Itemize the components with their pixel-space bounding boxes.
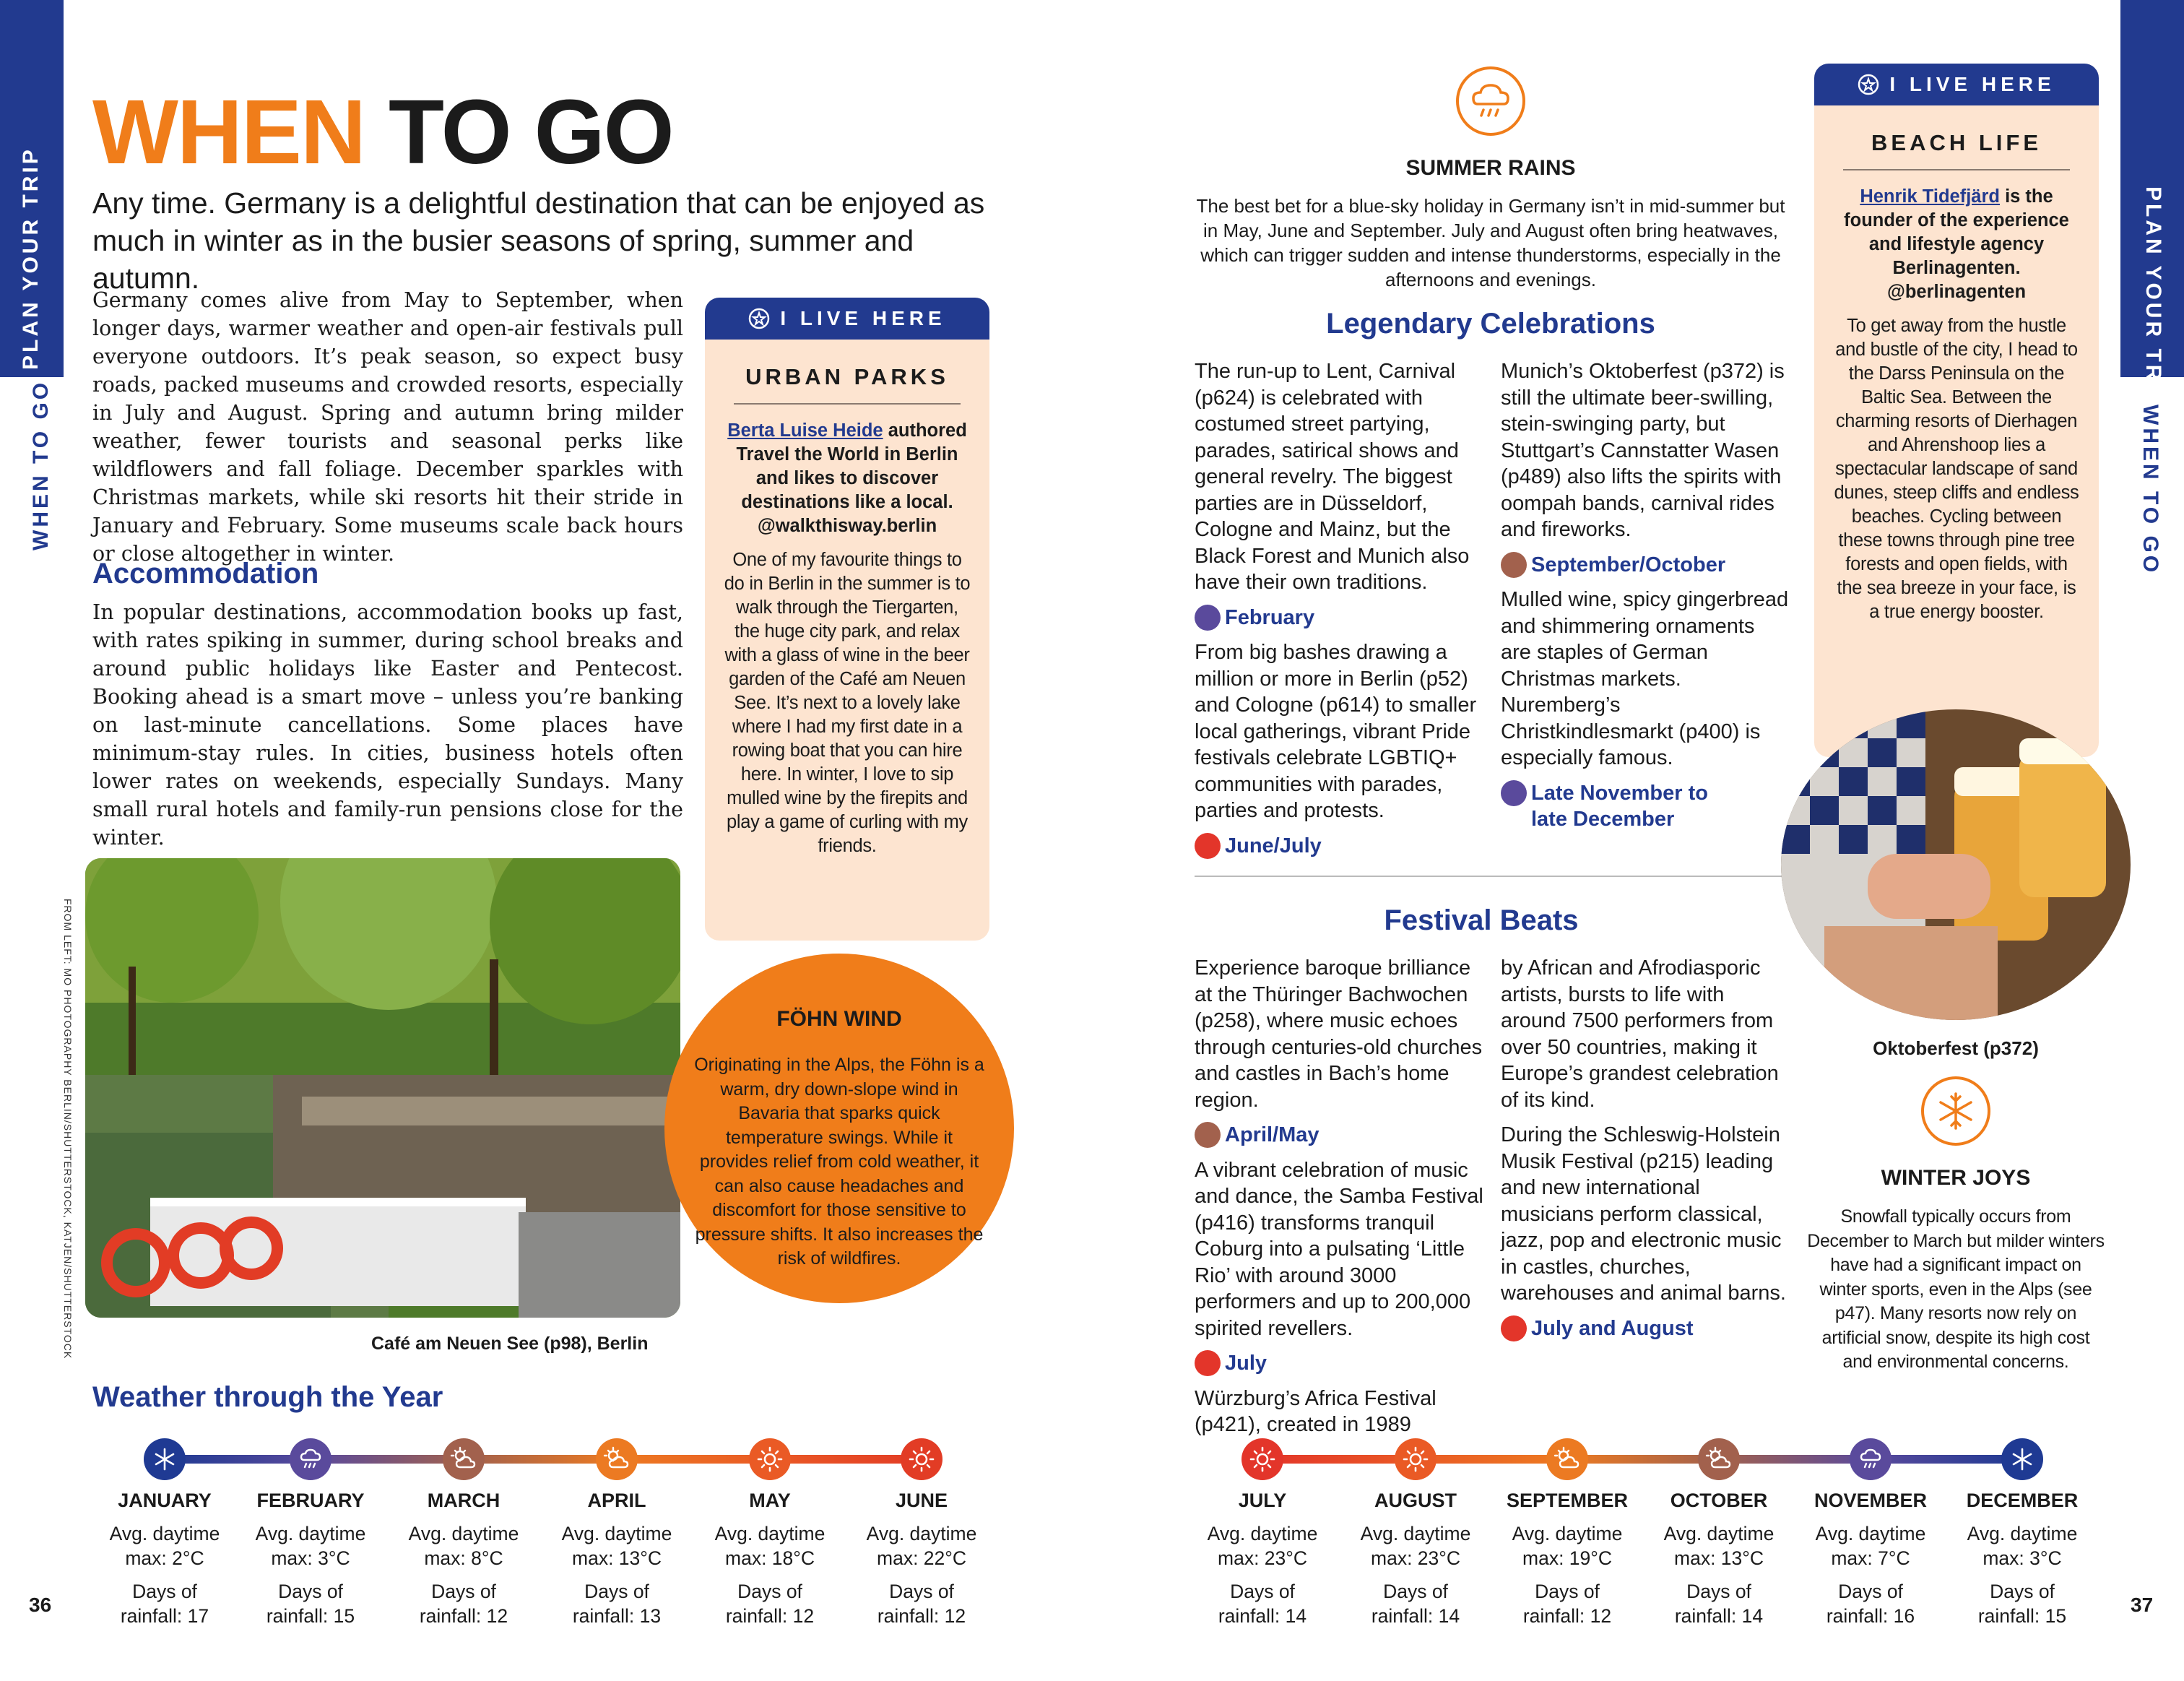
sun-cloud-icon — [1501, 552, 1527, 578]
rain-value: rainfall: 16 — [1826, 1605, 1915, 1627]
rain-label: Days of — [132, 1581, 197, 1602]
left-tab-label: PLAN YOUR TRIP — [19, 147, 43, 370]
rain-label: Days of — [889, 1581, 954, 1602]
accommodation-text: In popular destinations, accommodation books up fast, with rates spiking in summer, during school breaks and around public holidays like Easter and Pentecost. Booking ahead is a smart move – unless you’re banking on last-minute cancellations. Some places have minimum-stay rules. In cities, business hotels often lower rates on weekends, especially Sundays. Many small rural hotels and family-run pensions close for the winter. — [92, 600, 683, 850]
beach-life-subtitle: BEACH LIFE — [1843, 130, 2070, 170]
snowflake-icon — [1921, 1076, 1990, 1146]
month-name: APRIL — [587, 1490, 646, 1511]
month-name: JANUARY — [118, 1490, 212, 1511]
month-name: OCTOBER — [1670, 1490, 1768, 1511]
summer-rains-title: SUMMER RAINS — [1405, 156, 1576, 180]
month-temperature — [231, 1521, 390, 1570]
lead-paragraph: Any time. Germany is a delightful destination that can be enjoyed as much in winter as in the busier seasons of spring, summer and autumn. — [92, 186, 985, 295]
february-tag — [1195, 605, 1314, 631]
month-name: SEPTEMBER — [1506, 1490, 1629, 1511]
july-august-tag-label: July and August — [1531, 1316, 1694, 1340]
samba-paragraph: A vibrant celebration of music and dance, the Samba Festival (p416) transforms tranquil Coburg into a pulsating ‘Little Rio’ with around 3000 performers and up to 200,000 spirited revellers. — [1195, 1158, 1483, 1340]
month-rainfall — [1183, 1579, 1342, 1628]
temp-value: max: 7°C — [1831, 1547, 1910, 1569]
june-july-tag — [1195, 833, 1322, 860]
title-when: WHEN — [92, 81, 365, 183]
right-tab-label: PLAN YOUR TRIP — [2141, 186, 2165, 410]
temp-label: Avg. daytime — [255, 1523, 366, 1544]
november-december-tag-label: Late November to late December — [1531, 781, 1708, 831]
april-may-tag-label: April/May — [1225, 1123, 1320, 1146]
festival-beats-heading: Festival Beats — [1384, 904, 1579, 936]
month-rainfall — [231, 1579, 390, 1628]
sun-icon — [1395, 1438, 1436, 1480]
temp-label: Avg. daytime — [561, 1523, 672, 1544]
temp-label: Avg. daytime — [1360, 1523, 1471, 1544]
carnival-paragraph: The run-up to Lent, Carnival (p624) is celebrated with costumed street partying, parades, satirical shows and general revelry. The biggest parties are in Düsseldorf, Cologne and Mainz, but the Black Forest and Munich also have their own traditions. — [1195, 360, 1470, 594]
urban-parks-header — [705, 298, 989, 340]
africa-festival-paragraph: Würzburg’s Africa Festival (p421), created in 1989 — [1195, 1386, 1436, 1436]
sun-cloud-icon — [596, 1438, 638, 1480]
month-rainfall — [85, 1579, 244, 1628]
beach-life-author-link[interactable]: Henrik Tidefjärd — [1860, 186, 2000, 207]
beach-life-box — [1814, 64, 2099, 757]
sun-icon — [1242, 1438, 1283, 1480]
sun-icon — [749, 1438, 791, 1480]
festival-col2 — [1501, 955, 1790, 1350]
february-tag-label: February — [1225, 605, 1315, 629]
temp-label: Avg. daytime — [408, 1523, 519, 1544]
month-temperature — [1943, 1521, 2102, 1570]
april-may-tag — [1195, 1122, 1320, 1149]
month-temperature — [1488, 1521, 1647, 1570]
temp-value: max: 13°C — [1674, 1547, 1764, 1569]
november-december-tag — [1501, 780, 1719, 833]
snowflake-icon — [144, 1438, 186, 1480]
urban-parks-text: One of my favourite things to do in Berlin in the summer is to walk through the Tiergarten, the huge city park, and relax with a glass of wine in the beer garden of the Café am Neuen See. It’s next to a lovely lake where I had my first date in a rowing boat that you can hire here. In winter, I love to sip mulled wine by the firepits and play a game of curling with my friends. — [724, 550, 971, 856]
september-october-tag — [1501, 552, 1725, 579]
schleswig-holstein-paragraph: During the Schleswig-Holstein Musik Festival (p215) leading and new international musicians perform classical, jazz, pop and electronic music in castles, churches, warehouses and animal barns. — [1501, 1123, 1786, 1305]
month-name: AUGUST — [1374, 1490, 1457, 1511]
temp-value: max: 8°C — [424, 1547, 503, 1569]
month-rainfall — [384, 1579, 543, 1628]
rain-value: rainfall: 14 — [1371, 1605, 1460, 1627]
intro-paragraph: Germany comes alive from May to September, when longer days, warmer weather and open-air festivals pull everyone outdoors. It’s peak season, so expect busy roads, packed museums and crowded resorts, especially in July and August. Spring and autumn bring milder weather, fewer tourists and seasonal perks like wildflowers and fall foliage. December sparkles with Christmas markets, while ski resorts hit their stride in January and February. Some museums scale back hours or close altogether in winter. — [92, 288, 683, 566]
pride-paragraph: From big bashes drawing a million or more in Berlin (p52) and Cologne (p614) to smaller local gatherings, vibrant Pride festivals celebrate LGBTIQ+ communities with parades, parties and protests. — [1195, 641, 1477, 822]
fohn-wind-circle — [664, 954, 1014, 1303]
oktoberfest-photo-illustration — [1781, 709, 2131, 1020]
snowflake-icon — [2001, 1438, 2043, 1480]
cloud-rain-icon — [1456, 66, 1525, 136]
temp-label: Avg. daytime — [866, 1523, 977, 1544]
month-name: JUNE — [895, 1490, 948, 1511]
month-temperature — [1183, 1521, 1342, 1570]
temp-value: max: 3°C — [1982, 1547, 2062, 1569]
urban-parks-header-label: I LIVE HERE — [780, 307, 946, 329]
sun-cloud-icon — [1546, 1438, 1588, 1480]
rain-value: rainfall: 15 — [266, 1605, 355, 1627]
right-section-label: WHEN TO GO — [2138, 405, 2162, 576]
rain-label: Days of — [1535, 1581, 1600, 1602]
month-name: DECEMBER — [1966, 1490, 2079, 1511]
winter-joys-title: WINTER JOYS — [1881, 1166, 2031, 1190]
temp-label: Avg. daytime — [1663, 1523, 1774, 1544]
month-name: MAY — [749, 1490, 791, 1511]
sun-cloud-icon — [1698, 1438, 1740, 1480]
temp-label: Avg. daytime — [1207, 1523, 1318, 1544]
temp-label: Avg. daytime — [1512, 1523, 1623, 1544]
summer-rains-text: The best bet for a blue-sky holiday in Germany isn’t in mid-summer but in May, June and September. July and August often bring heatwaves, which can trigger sudden and intense thunderstorms, especially in the afternoons and evenings. — [1196, 195, 1785, 290]
sun-icon — [901, 1438, 942, 1480]
fohn-wind-title: FÖHN WIND — [776, 1007, 902, 1031]
month-name: JULY — [1238, 1490, 1287, 1511]
accommodation-heading: Accommodation — [92, 558, 319, 589]
urban-parks-box — [705, 298, 989, 941]
section-divider — [1195, 876, 1823, 877]
sun-icon — [1195, 833, 1221, 859]
weather-heading: Weather through the Year — [92, 1381, 443, 1413]
rain-value: rainfall: 14 — [1674, 1605, 1764, 1627]
urban-parks-bio-text: authored Travel the World in Berlin and likes to discover destinations like a local. @walkthisway.berlin — [736, 420, 967, 536]
month-rainfall — [1791, 1579, 1950, 1628]
urban-parks-bio — [725, 419, 969, 538]
christmas-paragraph: Mulled wine, spicy gingerbread and shimmering ornaments are staples of German Christmas markets. Nuremberg’s Christkindlesmarkt (p400) is especially famous. — [1501, 588, 1789, 769]
temp-value: max: 3°C — [271, 1547, 350, 1569]
july-tag — [1195, 1350, 1267, 1377]
fohn-wind-text: Originating in the Alps, the Föhn is a warm, dry down-slope wind in Bavaria that sparks quick temperature swings. While it provides relief from cold weather, it can also cause headaches and discomfort for those sensitive to pressure shifts. It also increases the risk of wildfires. — [694, 1055, 984, 1269]
rain-label: Days of — [1230, 1581, 1295, 1602]
temp-value: max: 23°C — [1218, 1547, 1307, 1569]
oktoberfest-paragraph: Munich’s Oktoberfest (p372) is still the ultimate beer-swilling, stein-swinging party, but Stuttgart’s Cannstatter Wasen (p489) also lifts the spirits with oompah bands, carnival rides and fireworks. — [1501, 360, 1785, 541]
oktoberfest-caption: Oktoberfest (p372) — [1873, 1037, 2039, 1059]
page-title — [92, 81, 673, 183]
page-number-left: 36 — [29, 1594, 52, 1616]
celebrations-heading: Legendary Celebrations — [1326, 308, 1655, 340]
july-august-tag — [1501, 1315, 1694, 1342]
urban-parks-subtitle: URBAN PARKS — [734, 364, 961, 405]
rain-label: Days of — [737, 1581, 802, 1602]
rain-value: rainfall: 13 — [572, 1605, 662, 1627]
festival-col1 — [1195, 955, 1483, 1447]
temp-value: max: 19°C — [1522, 1547, 1612, 1569]
bachwochen-paragraph: Experience baroque brilliance at the Thüringer Bachwochen (p258), where music echoes through centuries-old churches and castles in Bach’s home region. — [1195, 956, 1483, 1112]
winter-joys-text: Snowfall typically occurs from December to March but milder winters have had a significant impact on winter sports, even in the Alps (see p47). Many resorts now rely on artificial snow, despite its high cost and environmental concerns. — [1807, 1206, 2105, 1372]
rain-label: Days of — [1383, 1581, 1448, 1602]
weather-timeline-left — [165, 1455, 922, 1464]
month-rainfall — [1639, 1579, 1798, 1628]
month-rainfall — [1943, 1579, 2102, 1628]
page-number-right: 37 — [2131, 1594, 2154, 1616]
celebrations-col2 — [1501, 358, 1790, 842]
temp-label: Avg. daytime — [714, 1523, 826, 1544]
weather-timeline-right — [1262, 1455, 2022, 1464]
month-name: FEBRUARY — [256, 1490, 365, 1511]
sun-icon — [1501, 1315, 1527, 1341]
location-pin-icon — [1858, 74, 1879, 95]
temp-label: Avg. daytime — [1815, 1523, 1926, 1544]
beach-life-text: To get away from the hustle and bustle of the city, I head to the Darss Peninsula on the Baltic Sea. Between the charming resorts of Dierhagen and Ahrenshoop lies a spectacular landscape of sand dunes, steep cliffs and endless beaches. Cycling between these towns through pine tree forests and open fields, with the sea breeze in your face, is a true energy booster. — [1834, 316, 2079, 622]
rain-value: rainfall: 15 — [1977, 1605, 2067, 1627]
temp-value: max: 23°C — [1371, 1547, 1460, 1569]
temp-value: max: 2°C — [125, 1547, 204, 1569]
cloud-rain-icon — [290, 1438, 332, 1480]
photo-credit: FROM LEFT: MO PHOTOGRAPHY BERLIN/SHUTTERSTOCK, KATJEN/SHUTTERSTOCK — [62, 899, 74, 1360]
beach-life-bio — [1834, 185, 2079, 304]
title-to-go: TO GO — [388, 81, 673, 183]
cafe-photo-illustration — [85, 858, 680, 1318]
beach-life-header-label: I LIVE HERE — [1889, 73, 2055, 95]
month-rainfall — [1336, 1579, 1495, 1628]
month-temperature — [85, 1521, 244, 1570]
rain-value: rainfall: 12 — [419, 1605, 508, 1627]
month-temperature — [1639, 1521, 1798, 1570]
month-temperature — [842, 1521, 1001, 1570]
month-rainfall — [1488, 1579, 1647, 1628]
rain-label: Days of — [584, 1581, 649, 1602]
temp-label: Avg. daytime — [1967, 1523, 2078, 1544]
rain-value: rainfall: 12 — [877, 1605, 966, 1627]
month-temperature — [537, 1521, 696, 1570]
month-rainfall — [690, 1579, 849, 1628]
rain-value: rainfall: 12 — [725, 1605, 815, 1627]
cafe-caption: Café am Neuen See (p98), Berlin — [371, 1334, 649, 1354]
month-temperature — [1336, 1521, 1495, 1570]
rain-label: Days of — [1686, 1581, 1751, 1602]
month-temperature — [1791, 1521, 1950, 1570]
month-name: MARCH — [427, 1490, 500, 1511]
sun-icon — [1195, 1350, 1221, 1376]
cloud-rain-icon — [1501, 780, 1527, 806]
temp-value: max: 13°C — [572, 1547, 662, 1569]
month-name: NOVEMBER — [1814, 1490, 1927, 1511]
cafe-photo — [85, 858, 680, 1318]
rain-label: Days of — [1838, 1581, 1903, 1602]
cloud-rain-icon — [1850, 1438, 1892, 1480]
rain-value: rainfall: 12 — [1522, 1605, 1612, 1627]
left-section-label: WHEN TO GO — [29, 379, 53, 550]
left-side-tab — [0, 0, 64, 377]
beach-life-bio-text: is the founder of the experience and lifestyle agency Berlinagenten. @berlinagenten — [1844, 186, 2069, 302]
beach-life-header — [1814, 64, 2099, 105]
celebrations-col1 — [1195, 358, 1483, 868]
oktoberfest-photo — [1781, 709, 2131, 1020]
june-july-tag-label: June/July — [1225, 834, 1322, 857]
july-tag-label: July — [1225, 1352, 1268, 1375]
rain-value: rainfall: 14 — [1218, 1605, 1307, 1627]
temp-label: Avg. daytime — [109, 1523, 220, 1544]
rain-label: Days of — [1990, 1581, 2055, 1602]
right-side-tab — [2120, 0, 2184, 410]
sun-cloud-icon — [1195, 1122, 1221, 1148]
rain-label: Days of — [431, 1581, 496, 1602]
september-october-tag-label: September/October — [1531, 553, 1726, 576]
rain-value: rainfall: 17 — [120, 1605, 209, 1627]
month-temperature — [690, 1521, 849, 1570]
urban-parks-author-link[interactable]: Berta Luise Heide — [727, 420, 883, 441]
rain-label: Days of — [278, 1581, 343, 1602]
sun-cloud-icon — [443, 1438, 485, 1480]
month-rainfall — [842, 1579, 1001, 1628]
cloud-rain-icon — [1195, 605, 1221, 631]
temp-value: max: 18°C — [725, 1547, 815, 1569]
temp-value: max: 22°C — [877, 1547, 966, 1569]
month-rainfall — [537, 1579, 696, 1628]
location-pin-icon — [748, 308, 770, 329]
month-temperature — [384, 1521, 543, 1570]
africa-festival-continued: by African and Afrodiasporic artists, bursts to life with around 7500 performers from over 50 countries, making it Europe’s grandest celebration of its kind. — [1501, 956, 1779, 1112]
